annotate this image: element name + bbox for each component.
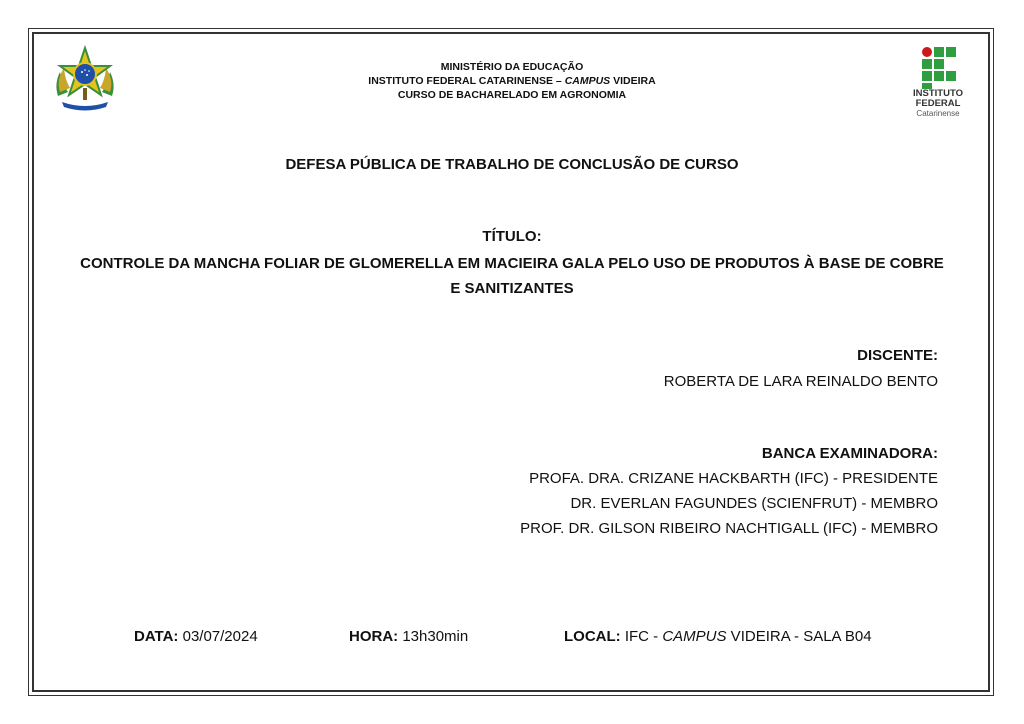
date-value: 03/07/2024: [178, 628, 258, 645]
ifc-logo-text: [900, 89, 976, 119]
campus-city: VIDEIRA: [610, 75, 656, 87]
institute-name: INSTITUTO FEDERAL CATARINENSE –: [368, 75, 565, 87]
institution-header: [0, 60, 1024, 102]
page-border-inner: [32, 32, 990, 692]
footer-location: [564, 628, 872, 645]
location-room: VIDEIRA - SALA B04: [726, 628, 872, 645]
page-border: [28, 28, 994, 696]
location-label: LOCAL:: [564, 628, 621, 645]
logo-line-federal: FEDERAL: [915, 98, 961, 109]
institute-line: [0, 74, 1024, 88]
course-line: CURSO DE BACHARELADO EM AGRONOMIA: [397, 89, 627, 101]
logo-line-instituto: INSTITUTO: [913, 88, 963, 99]
banca-member: DR. EVERLAN FAGUNDES (SCIENFRUT) - MEMBRO: [570, 495, 938, 512]
location-prefix: IFC -: [620, 628, 663, 645]
discente-label: DISCENTE:: [857, 347, 938, 364]
banca-member: PROF. DR. GILSON RIBEIRO NACHTIGALL (IFC) - MEMBRO: [520, 520, 938, 537]
thesis-title: CONTROLE DA MANCHA FOLIAR DE GLOMERELLA EM MACIEIRA GALA PELO USO DE PRODUTOS À BASE DE COBRE E SANITIZANTES: [80, 255, 944, 297]
logo-line-catarinense: Catarinense: [916, 109, 960, 118]
ministry-line: MINISTÉRIO DA EDUCAÇÃO: [440, 61, 584, 73]
campus-word: CAMPUS: [564, 75, 611, 87]
banca-member: PROFA. DRA. CRIZANE HACKBARTH (IFC) - PRESIDENTE: [529, 470, 938, 487]
location-campus-word: CAMPUS: [662, 628, 727, 645]
footer-date: [134, 628, 258, 645]
footer-time: [349, 628, 468, 645]
banca-label: BANCA EXAMINADORA:: [761, 445, 938, 462]
time-value: 13h30min: [398, 628, 469, 645]
date-label: DATA:: [134, 628, 179, 645]
time-label: HORA:: [349, 628, 399, 645]
discente-name: ROBERTA DE LARA REINALDO BENTO: [663, 373, 938, 390]
title-label: TÍTULO:: [482, 228, 542, 245]
document-heading: DEFESA PÚBLICA DE TRABALHO DE CONCLUSÃO DE CURSO: [285, 156, 739, 173]
